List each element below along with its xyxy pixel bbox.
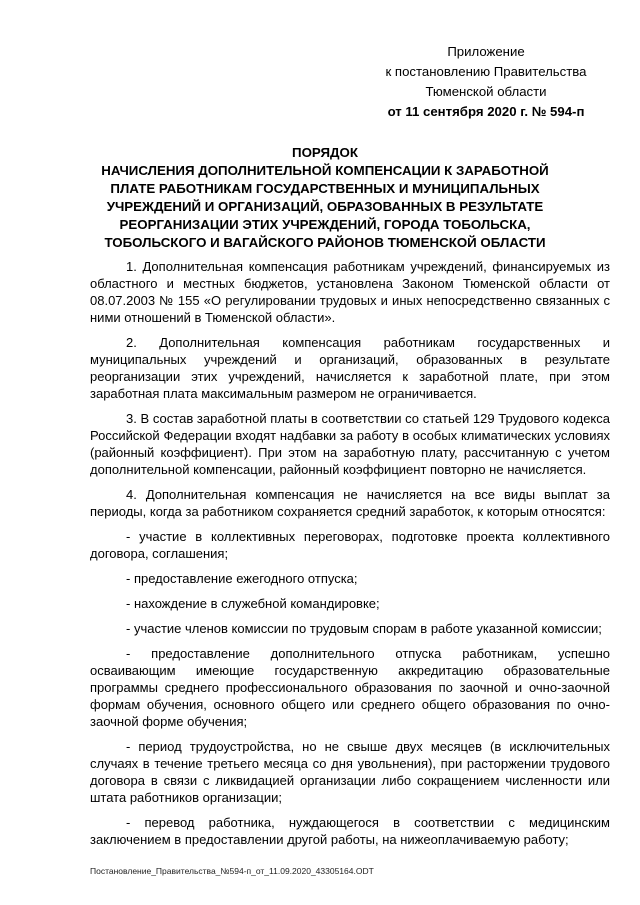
appendix-line: Приложение: [447, 44, 525, 59]
document-footer: Постановление_Правительства_№594-п_от_11.09.2020_43305164.ODT: [90, 866, 374, 876]
list-item: - участие членов комиссии по трудовым спорам в работе указанной комиссии;: [126, 621, 602, 636]
document-title: [60, 144, 590, 252]
paragraph-3: 3. В состав заработной платы в соответствии со статьей 129 Трудового кодекса Российской Федерации входят надбавки за работу в особых климатических условиях (районный коэффициент). При этом на заработную плату, рассчитанную с учетом дополнительной компенсации, районный коэффициент повторно не начисляется.: [90, 411, 610, 477]
title-line: УЧРЕЖДЕНИЙ И ОРГАНИЗАЦИЙ, ОБРАЗОВАННЫХ В РЕЗУЛЬТАТЕ: [106, 199, 544, 214]
appendix-date: от 11 сентября 2020 г. № 594-п: [387, 104, 585, 119]
title-line: ПОРЯДОК: [292, 145, 358, 160]
title-line: НАЧИСЛЕНИЯ ДОПОЛНИТЕЛЬНОЙ КОМПЕНСАЦИИ К ЗАРАБОТНОЙ: [101, 163, 549, 178]
list-item: - участие в коллективных переговорах, подготовке проекта коллективного договора, соглашения;: [90, 529, 610, 561]
list-item: - предоставление ежегодного отпуска;: [126, 571, 358, 586]
document-body: [90, 258, 610, 856]
appendix-line: Тюменской области: [425, 84, 547, 99]
title-line: ТОБОЛЬСКОГО И ВАГАЙСКОГО РАЙОНОВ ТЮМЕНСКОЙ ОБЛАСТИ: [104, 235, 546, 250]
appendix-line: к постановлению Правительства: [385, 64, 587, 79]
title-line: ПЛАТЕ РАБОТНИКАМ ГОСУДАРСТВЕННЫХ И МУНИЦИПАЛЬНЫХ: [110, 181, 540, 196]
title-line: РЕОРГАНИЗАЦИИ ЭТИХ УЧРЕЖДЕНИЙ, ГОРОДА ТОБОЛЬСКА,: [119, 217, 531, 232]
list-item: - период трудоустройства, но не свыше двух месяцев (в исключительных случаях в течение третьего месяца со дня увольнения), при расторжении трудового договора в связи с ликвидацией организации либо сокращением численности или штата работников организации;: [90, 739, 610, 805]
list-item: - нахождение в служебной командировке;: [126, 596, 380, 611]
paragraph-2: 2. Дополнительная компенсация работникам государственных и муниципальных учреждений и организаций, образованных в результате реорганизации этих учреждений, начисляется к заработной плате, при этом заработная плата максимальным размером не ограничивается.: [90, 335, 610, 401]
list-item: - перевод работника, нуждающегося в соответствии с медицинским заключением в предоставлении другой работы, на нижеоплачиваемую работу;: [90, 815, 610, 847]
list-item: - предоставление дополнительного отпуска работникам, успешно осваивающим имеющие государственную аккредитацию образовательные программы среднего профессионального образования по заочной и очно-заочной формам обучения, основного общего или среднего общего образования по очно-заочной форме обучения;: [90, 646, 610, 729]
paragraph-4: 4. Дополнительная компенсация не начисляется на все виды выплат за периоды, когда за работником сохраняется средний заработок, к которым относятся:: [90, 487, 610, 519]
paragraph-1: 1. Дополнительная компенсация работникам учреждений, финансируемых из областного и местных бюджетов, установлена Законом Тюменской области от 08.07.2003 № 155 «О регулировании трудовых и иных непосредственно связанных с ними отношений в Тюменской области».: [90, 259, 610, 325]
appendix-block: [360, 42, 612, 122]
